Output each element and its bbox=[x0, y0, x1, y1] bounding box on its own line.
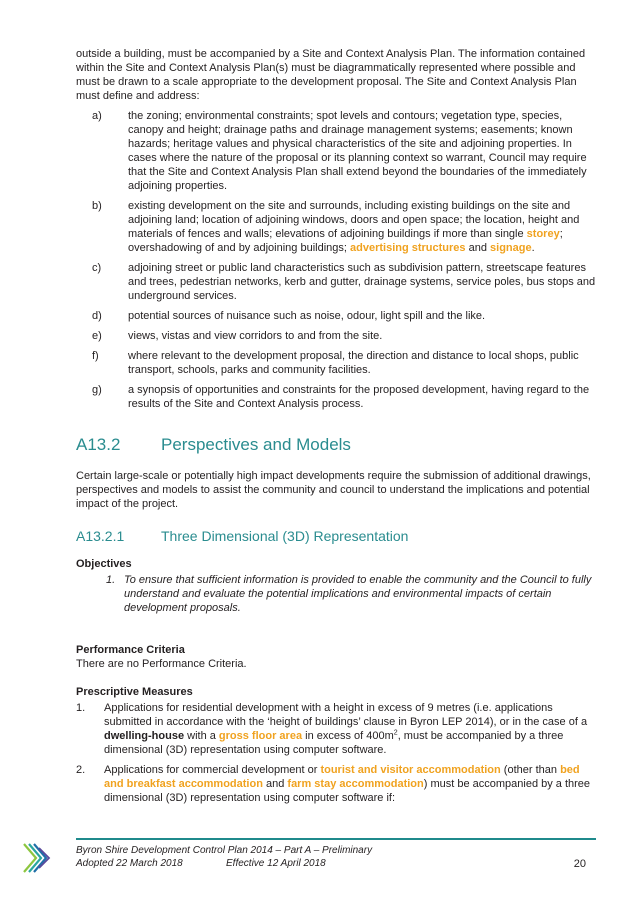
superscript: 2 bbox=[393, 729, 398, 737]
defined-term-link[interactable]: gross floor area bbox=[218, 730, 303, 742]
text-fragment: in excess of 400m bbox=[302, 730, 394, 742]
subsection-title: Three Dimensional (3D) Representation bbox=[161, 528, 409, 544]
text-fragment: and bbox=[465, 242, 491, 254]
list-item-label: g) bbox=[92, 384, 102, 396]
list-item bbox=[76, 329, 596, 343]
section-number: A13.2 bbox=[76, 435, 121, 454]
footer-doc-title: Byron Shire Development Control Plan 2014 – Part A – Preliminary bbox=[76, 845, 373, 856]
subsection-heading bbox=[76, 527, 596, 545]
list-item-label: a) bbox=[92, 110, 102, 122]
page-footer bbox=[76, 844, 596, 870]
footer-adopted: Adopted 22 March 2018 bbox=[76, 858, 183, 869]
list-item-label: 2. bbox=[76, 764, 86, 776]
list-item-label: 1. bbox=[106, 574, 116, 586]
list-item-label: e) bbox=[92, 330, 102, 342]
footer-dates bbox=[76, 857, 596, 870]
list-item-label: c) bbox=[92, 262, 102, 274]
defined-term-link[interactable]: farm stay accommodation bbox=[287, 778, 424, 790]
site-analysis-list bbox=[76, 109, 596, 411]
page-number: 20 bbox=[573, 858, 586, 870]
section-heading bbox=[76, 435, 596, 455]
list-item-text: adjoining street or public land characteristics such as subdivision pattern, streetscape features and trees, pedestrian networks, kerb and gutter, drainage systems, service poles, bus stops and underground services. bbox=[128, 262, 596, 302]
performance-text: There are no Performance Criteria. bbox=[76, 658, 247, 670]
defined-term-link[interactable]: bed and breakfast accommodation bbox=[104, 764, 580, 790]
text-fragment: (other than bbox=[500, 764, 561, 776]
list-item bbox=[76, 199, 596, 255]
footer-divider bbox=[76, 838, 596, 840]
prescriptive-heading: Prescriptive Measures bbox=[76, 686, 193, 698]
text-fragment: , must be accompanied by a three dimensional (3D) representation using computer software. bbox=[104, 730, 564, 756]
defined-term-link[interactable]: signage bbox=[490, 242, 532, 254]
list-item bbox=[76, 763, 596, 805]
list-item-text: To ensure that sufficient information is provided to enable the community and the Council to fully understand and evaluate the potential implications and environmental impacts of certain development proposals. bbox=[124, 574, 592, 614]
page-content bbox=[76, 47, 596, 811]
performance-heading: Performance Criteria bbox=[76, 644, 185, 656]
prescriptive-list bbox=[76, 701, 596, 805]
text-fragment: ; overshadowing of and by adjoining buildings; bbox=[128, 228, 563, 254]
list-item bbox=[76, 309, 596, 323]
list-item-label: f) bbox=[92, 350, 99, 362]
list-item-label: 1. bbox=[76, 702, 86, 714]
council-logo-icon bbox=[22, 840, 52, 876]
objectives-list bbox=[76, 573, 596, 615]
section-title: Perspectives and Models bbox=[161, 435, 351, 454]
section-body: Certain large-scale or potentially high impact developments require the submission of additional drawings, perspectives and models to assist the community and council to understand the implications and potential impact of the project. bbox=[76, 470, 591, 510]
defined-term-link[interactable]: storey bbox=[526, 228, 560, 240]
text-fragment: existing development on the site and surrounds, including existing buildings on the site and adjoining land; location of adjoining windows, doors and open space; the location, height and materials of fences and walls; elevations of adjoining buildings if more than single bbox=[128, 200, 580, 240]
list-item-text bbox=[104, 701, 596, 757]
text-fragment: with a bbox=[184, 730, 219, 742]
list-item bbox=[76, 573, 596, 615]
text-fragment: and bbox=[262, 778, 288, 790]
text-fragment: ) must be accompanied by a three dimensional (3D) representation using computer software if: bbox=[104, 778, 591, 804]
list-item bbox=[76, 701, 596, 757]
list-item-label: d) bbox=[92, 310, 102, 322]
text-fragment: Applications for residential development with a height in excess of 9 metres (i.e. applications submitted in accordance with the ‘height of buildings’ clause in Byron LEP 2014), or in the case of a bbox=[104, 702, 588, 728]
list-item-text: the zoning; environmental constraints; spot levels and contours; vegetation type, species, canopy and height; drainage paths and drainage management systems; easements; known hazards; heritage values and physical characteristics of the site and adjoining properties. In cases where the nature of the proposal or its planning context so warrant, Council may require that the Site and Context Analysis Plan shall extend beyond the boundaries of the immediately adjoining properties. bbox=[128, 110, 587, 192]
list-item bbox=[76, 261, 596, 303]
list-item bbox=[76, 383, 596, 411]
footer-effective: Effective 12 April 2018 bbox=[226, 858, 326, 869]
objectives-heading: Objectives bbox=[76, 558, 132, 570]
list-item bbox=[76, 109, 596, 193]
text-fragment: . bbox=[531, 242, 535, 254]
list-item-text bbox=[104, 763, 596, 805]
intro-paragraph: outside a building, must be accompanied by a Site and Context Analysis Plan. The information contained within the Site and Context Analysis Plan(s) must be diagrammatically represented where possible and must be drawn to a scale appropriate to the development proposal. The Site and Context Analysis Plan must define and address: bbox=[76, 48, 586, 102]
bold-term: dwelling-house bbox=[104, 730, 185, 742]
list-item-text: a synopsis of opportunities and constraints for the proposed development, having regard to the results of the Site and Context Analysis process. bbox=[128, 384, 590, 410]
list-item-text: views, vistas and view corridors to and from the site. bbox=[128, 330, 383, 342]
list-item bbox=[76, 349, 596, 377]
list-item-text bbox=[128, 199, 596, 255]
defined-term-link[interactable]: advertising structures bbox=[350, 242, 466, 254]
text-fragment: Applications for commercial development or bbox=[104, 764, 321, 776]
list-item-text: potential sources of nuisance such as noise, odour, light spill and the like. bbox=[128, 310, 486, 322]
defined-term-link[interactable]: tourist and visitor accommodation bbox=[320, 764, 501, 776]
subsection-number: A13.2.1 bbox=[76, 528, 125, 544]
list-item-text: where relevant to the development proposal, the direction and distance to local shops, public transport, schools, parks and community facilities. bbox=[128, 350, 579, 376]
list-item-label: b) bbox=[92, 200, 102, 212]
